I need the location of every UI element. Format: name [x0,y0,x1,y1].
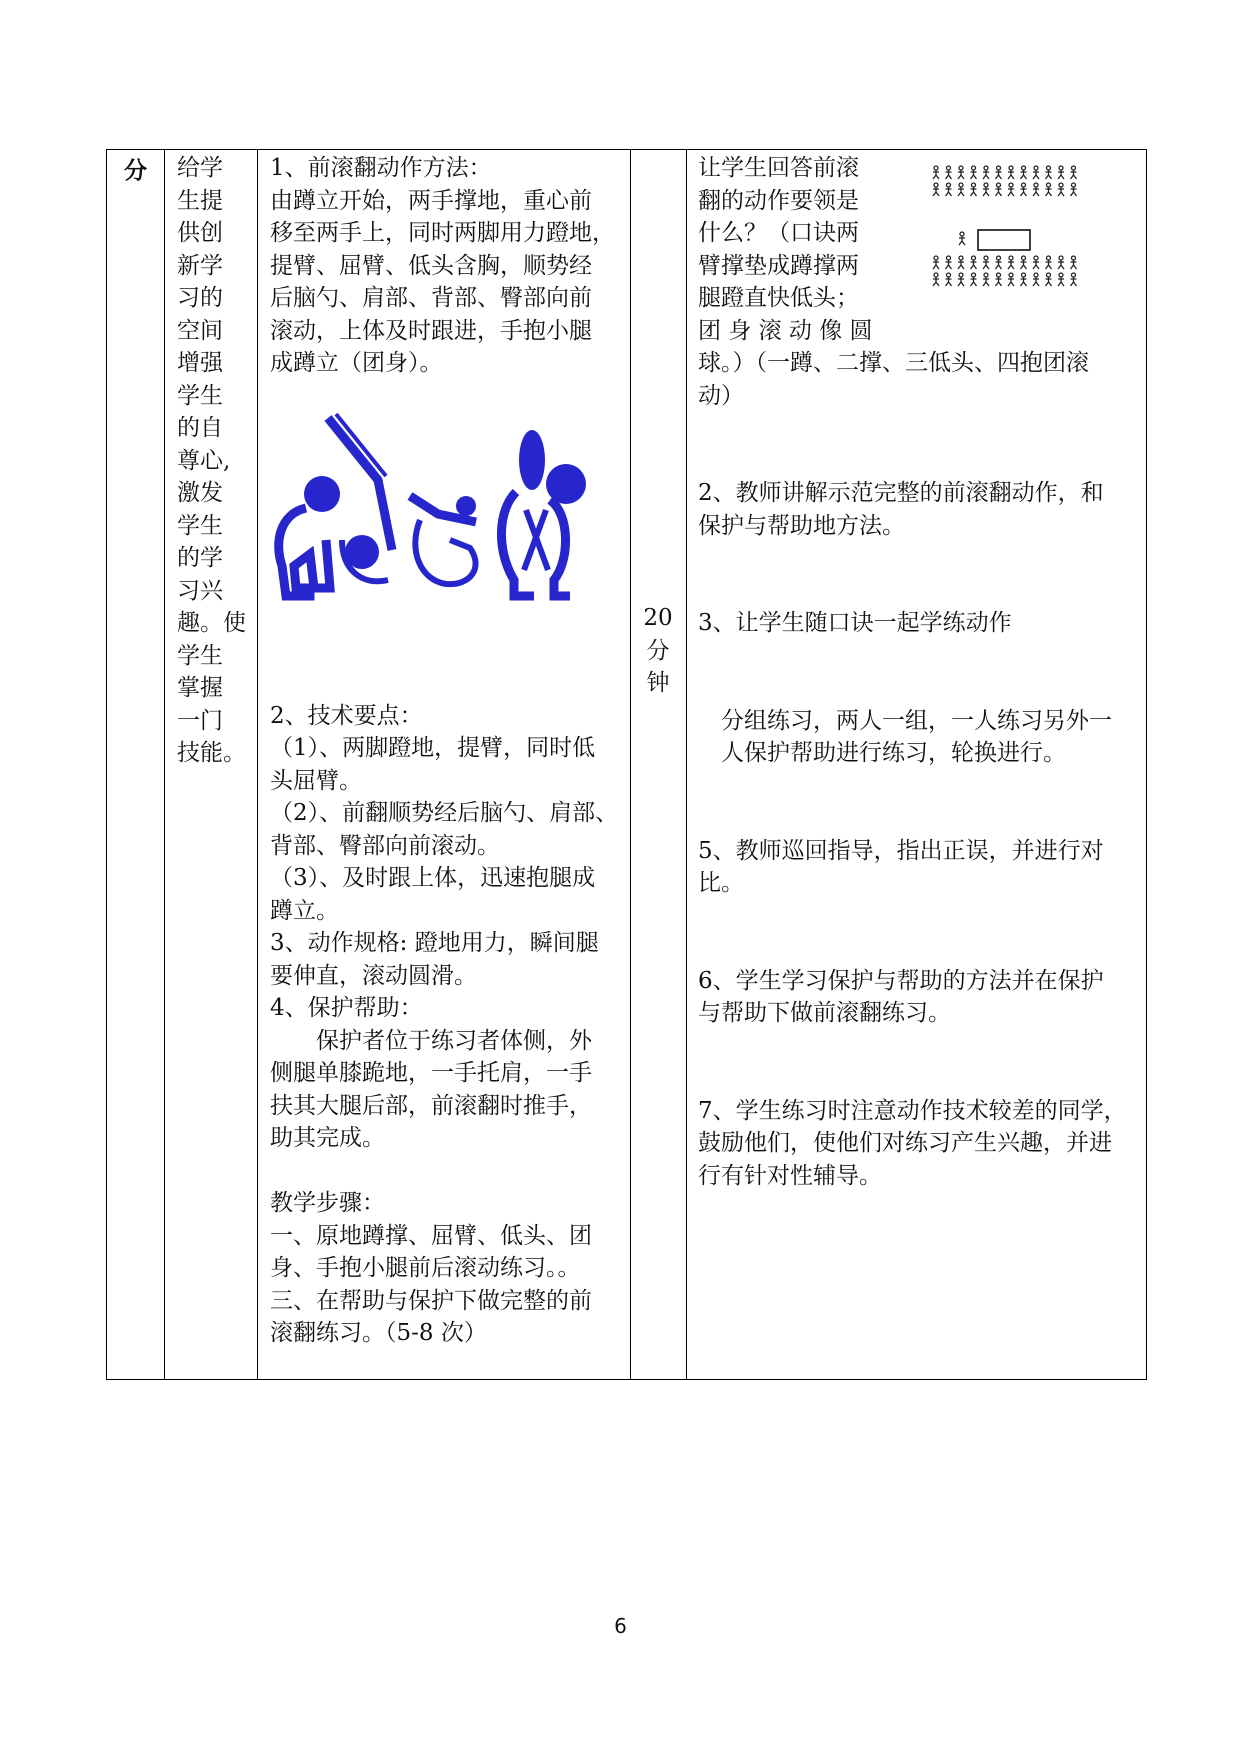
section-label-text: 分 [124,158,147,184]
student-figure [983,183,989,196]
lesson-plan-table [106,149,1147,1380]
student-figure [1021,256,1027,269]
student-figure [1046,273,1052,286]
item-7: 鼓励他们，使他们对练习产生兴趣，并进 [698,1130,1112,1156]
student-figure [1071,256,1077,269]
item-4: 人保护帮助进行练习，轮换进行。 [698,740,1066,766]
student-figure [946,166,952,179]
student-figure [1008,256,1014,269]
page-number: 6 [614,1614,627,1638]
student-figure [958,166,964,179]
objective-line: 学生 [177,512,223,539]
student-figure [983,273,989,286]
student-figure [1058,256,1064,269]
objective-line: 空间 [177,317,223,344]
student-figure [1071,273,1077,286]
student-figure [1058,273,1064,286]
objective-cell [164,150,257,770]
question-line: 团 身 滚 动 像 圆 [698,317,873,344]
objective-line: 的学 [177,545,223,571]
student-figure [1046,183,1052,196]
point-line: 蹲立。 [270,897,339,924]
point-line: （3）、及时跟上体，迅速抱腿成 [270,865,596,891]
student-figure [971,256,977,269]
objective-line: 生提 [177,187,223,214]
objective-line: 供创 [177,220,223,246]
spec-line: 3、动作规格: 蹬地用力，瞬间腿 [270,930,599,956]
student-figure [996,166,1002,179]
student-figure [933,273,939,286]
objective-line: 新学 [177,252,223,279]
method-line: 提臂、屈臂、低头含胸，顺势经 [270,252,592,279]
objective-line: 趣。使 [177,610,246,636]
duration-cell [630,150,686,700]
spec-line: 要伸直，滚动圆滑。 [270,962,477,989]
method-line: 滚动，上体及时跟进，手抱小腿 [270,317,592,344]
point-line: 背部、臀部向前滚动。 [270,832,500,859]
student-figure [971,166,977,179]
student-figure [983,166,989,179]
forward-roll-figure [270,380,624,700]
method-line: 由蹲立开始，两手撑地，重心前 [270,187,592,214]
steps-line: 一、原地蹲撑、屈臂、低头、团 [270,1222,592,1249]
student-figure [971,273,977,286]
protect-title: 4、保护帮助： [270,995,423,1021]
question-tail: 球。）（一蹲、二撑、三低头、四抱团滚 [698,350,1089,376]
student-figure [1033,273,1039,286]
student-figure [1008,166,1014,179]
student-figure [971,183,977,196]
item-5: 5、教师巡回指导，指出正误，并进行对 [698,837,1104,864]
content-cell [257,150,630,1350]
student-figure [1046,256,1052,269]
objective-line: 技能。 [177,740,246,766]
method-line: 成蹲立（团身）。 [270,350,443,376]
method-line: 后脑勺、肩部、背部、臀部向前 [270,285,592,311]
item-6: 6、学生学习保护与帮助的方法并在保护 [698,967,1104,994]
item-4: 分组练习，两人一组，一人练习另外一 [698,707,1112,734]
steps-line: 滚翻练习。（5-8 次） [270,1320,487,1346]
item-7: 行有针对性辅导。 [698,1162,882,1189]
objective-line: 学生 [177,382,223,409]
student-figure [1033,166,1039,179]
student-figure [996,256,1002,269]
student-figure [958,256,964,269]
question-line: 腿蹬直快低头； [698,285,859,311]
method-line: 移至两手上，同时两脚用力蹬地， [270,220,615,246]
question-line: 让学生回答前滚 [698,155,859,181]
formation-diagram [926,164,1096,304]
protect-line: 扶其大腿后部，前滚翻时推手， [270,1092,592,1119]
objective-line: 的自 [177,415,223,441]
protect-line: 助其完成。 [270,1125,385,1151]
duration-line: 分 [646,637,670,664]
student-figure [1021,183,1027,196]
student-figure [1033,183,1039,196]
section-label [107,150,164,185]
student-figure [946,273,952,286]
objective-line: 习的 [177,285,223,311]
question-tail: 动） [698,382,744,409]
formation-svg [926,164,1096,304]
objective-line: 掌握 [177,675,223,701]
point-line: （2）、前翻顺势经后脑勺、肩部、 [270,800,619,826]
objective-line: 尊心, [177,447,231,474]
method-title: 1、前滚翻动作方法： [270,155,492,181]
student-figure [946,183,952,196]
student-figure [996,273,1002,286]
point-line: 头屈臂。 [270,767,362,794]
student-figure [946,256,952,269]
item-2: 2、教师讲解示范完整的前滚翻动作，和 [698,480,1104,506]
steps-line: 身、手抱小腿前后滚动练习。。 [270,1255,581,1281]
steps-title: 教学步骤： [270,1190,385,1216]
objective-line: 激发 [177,480,223,506]
student-figure [1033,256,1039,269]
protect-line: 侧腿单膝跪地，一手托肩，一手 [270,1060,592,1086]
point-line: （1）、两脚蹬地，提臂，同时低 [270,735,596,761]
question-line: 翻的动作要领是 [698,187,859,214]
student-figure [933,256,939,269]
student-figure [959,232,965,245]
student-figure [933,183,939,196]
objective-line: 学生 [177,642,223,669]
student-figure [958,273,964,286]
objective-line: 习兴 [177,577,223,604]
student-figure [1071,166,1077,179]
student-figure [1008,273,1014,286]
student-figure [1021,166,1027,179]
objective-line: 增强 [177,350,223,376]
steps-line: 三、在帮助与保护下做完整的前 [270,1287,592,1314]
student-figure [1071,183,1077,196]
student-figure [1021,273,1027,286]
objective-line: 一门 [177,707,223,734]
student-figure [1058,166,1064,179]
item-3: 3、让学生随口诀一起学练动作 [698,610,1012,636]
points-title: 2、技术要点： [270,702,423,729]
student-figure [1058,183,1064,196]
student-figure [1046,166,1052,179]
question-line: 臂撑垫成蹲撑两 [698,252,859,279]
student-figure [983,256,989,269]
item-7: 7、学生练习时注意动作技术较差的同学， [698,1097,1127,1124]
student-figure [1008,183,1014,196]
objective-line: 给学 [177,155,223,181]
item-5: 比。 [698,870,744,896]
item-6: 与帮助下做前滚翻练习。 [698,1000,951,1026]
duration-line: 20 [643,605,673,631]
item-2: 保护与帮助地方法。 [698,512,905,539]
protect-line: 保护者位于练习者体侧，外 [270,1027,592,1054]
duration-line: 钟 [646,670,670,696]
student-figure [996,183,1002,196]
method-cell [686,150,1148,1192]
student-figure [933,166,939,179]
student-figure [958,183,964,196]
question-line: 什么？（口诀两 [698,220,859,246]
